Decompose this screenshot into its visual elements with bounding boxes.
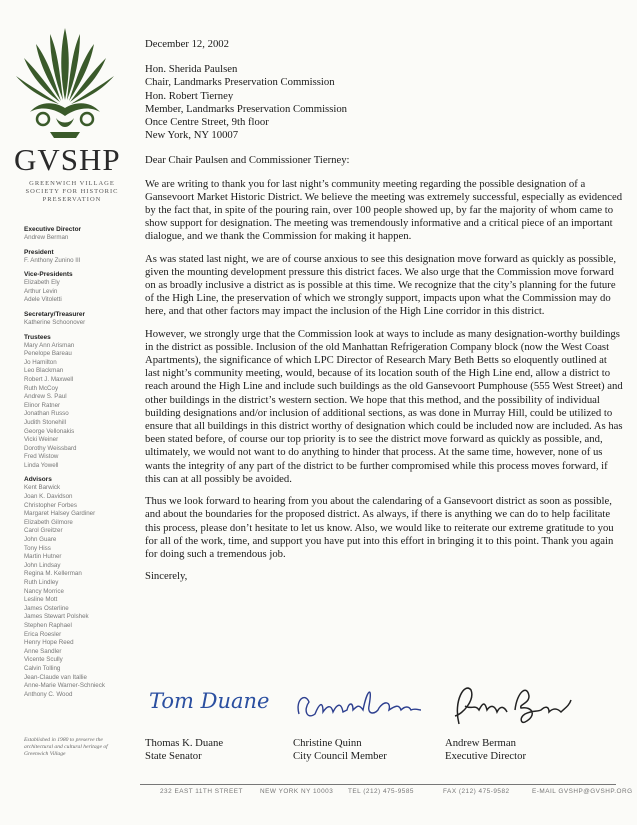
roster-member-name: Elizabeth Ely	[24, 279, 60, 287]
roster-member-name: James Osterline	[24, 604, 69, 612]
roster-member-name: Arthur Levin	[24, 287, 58, 295]
letter-body	[145, 38, 623, 583]
quinn-signature-icon	[293, 680, 423, 730]
salutation: Dear Chair Paulsen and Commissioner Tierney:	[145, 154, 350, 167]
signatory-duane	[145, 680, 305, 772]
roster-group-title: Secretary/Treasurer	[24, 310, 86, 318]
roster-member-name: John Lindsay	[24, 561, 61, 569]
roster-member-name: Kent Barwick	[24, 484, 61, 492]
body-paragraph: Thus we look forward to hearing from you about the calendaring of a Gansevoort district as soon as possible, and about the boundaries for the proposed district. As always, if there is anything we can do to help facilitate this process, please don’t hesitate to let us know. Also, we would like to reiterate our extreme gratitude to you for all of the work, time, and support you have put into this effort in bringing it to this point. Thank you again for doing such a tremendous job.	[145, 495, 614, 560]
berman-signature-icon	[445, 680, 575, 730]
roster-member-name: Calvin Tolling	[24, 664, 61, 672]
roster-member-name: Anne Sandler	[24, 647, 62, 655]
org-abbreviation: GVSHP	[14, 142, 121, 177]
roster-member-name: Elinor Ratner	[24, 401, 61, 409]
roster-member-name: Ruth McCoy	[24, 384, 59, 392]
roster-group	[24, 311, 134, 328]
address-line: New York, NY 10007	[145, 129, 239, 142]
letterhead-sidebar	[0, 0, 135, 780]
roster-member-name: F. Anthony Zunino III	[24, 256, 81, 264]
roster-member-name: Fred Wistow	[24, 453, 59, 461]
roster-member-name: Joan K. Davidson	[24, 493, 73, 501]
address-line: Once Centre Street, 9th floor	[145, 116, 269, 129]
closing: Sincerely,	[145, 570, 188, 583]
roster-member-name: Ruth Lindley	[24, 579, 59, 586]
roster-member-name: Tony Hiss	[24, 544, 51, 552]
address-line: Hon. Sherida Paulsen	[145, 63, 238, 76]
duane-signature-icon	[145, 680, 270, 714]
address-line: Chair, Landmarks Preservation Commission	[145, 76, 335, 89]
roster-member-name: Dorothy Weissbard	[24, 444, 77, 452]
signatory-name: Thomas K. Duane	[145, 737, 224, 749]
roster-member-name: Margaret Halsey Gardiner	[24, 510, 96, 518]
roster-member-name: Martin Hutner	[24, 553, 62, 561]
roster-group	[24, 249, 134, 266]
roster-member-name: Linda Yowell	[24, 461, 59, 469]
body-paragraph: We are writing to thank you for last night’s community meeting regarding the possible designation of a Gansevoort Market Historic District. We believe the meeting was extremely successful, especially as evidenced by the fact that, in spite of the pouring rain, over 100 people showed up, by far the majority of whom came to show support for designation. The meeting was tremendously informative and a critical piece of an important dialogue, and we thank the Commission for making it happen.	[145, 177, 623, 243]
signatory-name: Andrew Berman	[445, 737, 516, 749]
roster-group-title: Advisors	[24, 476, 52, 484]
roster-member-name: Lesline Mott	[24, 596, 58, 604]
roster-member-name: Jonathan Russo	[24, 410, 69, 418]
roster-member-name: Jo Hamilton	[24, 358, 57, 366]
roster-group	[24, 226, 134, 243]
roster-group-title: Executive Director	[24, 226, 82, 233]
svg-text:Tom Duane: Tom Duane	[149, 689, 270, 713]
roster-member-name: Andrew Berman	[24, 234, 69, 241]
signature-block	[145, 680, 615, 770]
roster-member-name: Regina M. Kellerman	[24, 570, 82, 578]
roster-group-title: Vice-Presidents	[24, 271, 73, 279]
roster-member-name: Anne-Marie Warner-Schnieck	[24, 682, 105, 690]
footer-email: E-MAIL GVSHP@GVSHP.ORG	[532, 788, 633, 795]
footer-tel: TEL (212) 475-9585	[348, 788, 414, 795]
roster-group-title: President	[24, 248, 54, 256]
roster-member-name: Jean-Claude van Itallie	[24, 673, 87, 681]
roster-member-name: Penelope Bareau	[24, 350, 72, 358]
signatory-berman	[445, 680, 605, 772]
roster-member-name: George Vellonakis	[24, 427, 75, 435]
address-line: Hon. Robert Tierney	[145, 89, 234, 102]
roster-group	[24, 334, 134, 471]
board-roster	[24, 226, 134, 705]
roster-member-name: Mary Ann Arisman	[24, 341, 75, 349]
roster-member-name: Robert J. Maxwell	[24, 375, 74, 383]
roster-member-name: Stephen Raphael	[24, 621, 72, 629]
signatory-title: Executive Director	[445, 750, 527, 762]
roster-member-name: Vicente Scully	[24, 656, 63, 664]
signatory-name: Christine Quinn	[293, 737, 362, 749]
roster-member-name: Adele Vitoletti	[24, 296, 62, 304]
roster-member-name: Elizabeth Gilmore	[24, 518, 73, 526]
roster-member-name: Anthony C. Wood	[24, 690, 73, 698]
roster-member-name: Vicki Weiner	[24, 436, 59, 444]
body-paragraph: As was stated last night, we are of course anxious to see this designation move forward as quickly as possible, given the mounting development pressure this district faces. We also urge that the Commission move forward on as broadly inclusive a district as is possible at this time. We recognize that the city’s planning for the future of the High Line, the preservation of which we strongly support, impacts upon what the Commission may do here, and that other factors may impact the inclusion of the High Line corridor in this district.	[145, 252, 617, 318]
roster-member-name: Christopher Forbes	[24, 501, 77, 509]
letter-date: December 12, 2002	[145, 38, 229, 50]
roster-group-title: Trustees	[24, 333, 51, 341]
footer-divider	[140, 784, 616, 785]
roster-member-name: Katherine Schoonover	[24, 318, 86, 326]
roster-member-name: Judith Stonehill	[24, 418, 66, 426]
roster-group	[24, 476, 134, 699]
roster-member-name: James Stewart Polshek	[24, 613, 89, 621]
anthemion-logo-icon	[10, 20, 120, 140]
roster-group	[24, 271, 134, 305]
address-line: Member, Landmarks Preservation Commission	[145, 102, 348, 115]
roster-member-name: Carol Greitzer	[24, 527, 63, 535]
roster-member-name: Leo Blackman	[24, 367, 64, 375]
recipient-address	[145, 63, 623, 142]
footer-city: NEW YORK NY 10003	[260, 788, 334, 795]
roster-member-name: Nancy Morrice	[24, 587, 64, 595]
body-paragraph: However, we strongly urge that the Commission look at ways to include as many designation-worthy buildings in the district as possible. Inclusion of the old Manhattan Refrigeration Company block (now the West Coast Apartments), the significance of which LPC Director of Research Mary Beth Betts so eloquently outlined at last night’s community meeting, would, because of its location south of the High Line end, allow a district to reach around the High Line and include such buildings as the old Gansevoort Pumphouse (555 West Street) and other buildings in the district’s western section. We hope that this method, and the possibility of individual building designations and/or inclusion of additional sections, as was done in Murray Hill, could be utilized to ensure that all buildings in this district worthy of designation which could be included now are included. As has been stated before, of course our top priority is to see the district move forward as quickly as possible, and, ultimately, we would not want to do anything to hinder that process. At the same time, however, none of us wants the integrity of any part of the district to be further compromised while this process moves forward, if this can at all possibly be avoided.	[145, 327, 623, 485]
signatory-title: City Council Member	[293, 750, 387, 762]
footer-fax: FAX (212) 475-9582	[443, 788, 510, 795]
roster-member-name: Andrew S. Paul	[24, 393, 67, 401]
founding-note: Established in 1980 to preserve the architectural and cultural heritage of Greenwich Village	[24, 737, 108, 757]
roster-member-name: Erica Roesler	[24, 630, 62, 638]
roster-member-name: Henry Hope Reed	[24, 639, 74, 647]
signatory-title: State Senator	[145, 750, 202, 762]
roster-member-name: John Guare	[24, 536, 57, 544]
footer-street: 232 EAST 11TH STREET	[160, 788, 243, 795]
signatory-quinn	[293, 680, 453, 772]
org-full-name: GREENWICH VILLAGE SOCIETY FOR HISTORIC PRESERVATION	[25, 180, 119, 203]
